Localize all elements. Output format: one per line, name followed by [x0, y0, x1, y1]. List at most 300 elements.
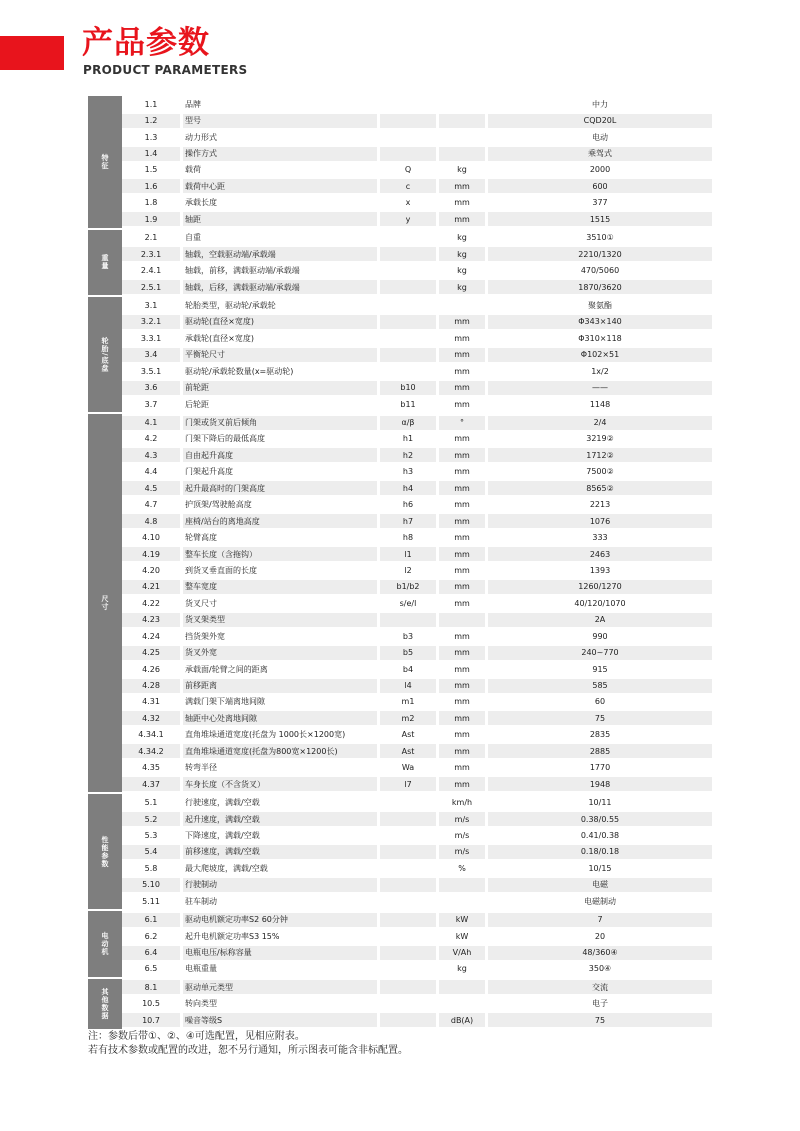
row-value: CQD20L — [488, 114, 712, 128]
row-description: 到货叉垂直面的长度 — [183, 563, 377, 577]
row-number: 4.34.1 — [122, 728, 180, 742]
row-number: 4.7 — [122, 498, 180, 512]
row-symbol — [380, 613, 436, 627]
row-value: 交流 — [488, 980, 712, 994]
row-number: 1.3 — [122, 130, 180, 144]
table-row — [122, 844, 712, 860]
row-number: 4.20 — [122, 563, 180, 577]
row-unit — [439, 613, 485, 627]
table-row — [122, 579, 712, 595]
row-number: 3.1 — [122, 298, 180, 312]
row-unit: m/s — [439, 828, 485, 842]
spec-group — [88, 414, 712, 794]
group-label: 电动机 — [101, 932, 109, 957]
row-description: 轮胎类型，驱动轮/承载轮 — [183, 298, 377, 312]
row-description: 噪音等级S — [183, 1013, 377, 1027]
table-row — [122, 827, 712, 843]
row-symbol — [380, 812, 436, 826]
row-value: 2885 — [488, 744, 712, 758]
row-unit: kg — [439, 163, 485, 177]
table-row — [122, 162, 712, 178]
row-description: 最大爬坡度，满载/空载 — [183, 861, 377, 875]
row-symbol — [380, 894, 436, 908]
row-unit: mm — [439, 465, 485, 479]
row-value: 乘驾式 — [488, 147, 712, 161]
row-description: 货叉尺寸 — [183, 596, 377, 610]
row-number: 4.25 — [122, 646, 180, 660]
row-unit: mm — [439, 212, 485, 226]
row-unit: mm — [439, 531, 485, 545]
row-number: 4.35 — [122, 761, 180, 775]
row-number: 1.5 — [122, 163, 180, 177]
group-label-cell — [88, 230, 122, 296]
row-value: 1148 — [488, 397, 712, 411]
row-number: 4.5 — [122, 481, 180, 495]
table-row — [122, 178, 712, 194]
row-number: 5.2 — [122, 812, 180, 826]
row-symbol: l4 — [380, 679, 436, 693]
row-unit: mm — [439, 761, 485, 775]
row-unit: km/h — [439, 796, 485, 810]
table-row — [122, 112, 712, 128]
row-description: 直角堆垛通道宽度(托盘为800宽×1200长) — [183, 744, 377, 758]
table-row — [122, 776, 712, 792]
row-description: 整车宽度 — [183, 580, 377, 594]
table-row — [122, 96, 712, 112]
row-unit: ° — [439, 416, 485, 430]
table-row — [122, 464, 712, 480]
row-unit: kg — [439, 280, 485, 294]
row-symbol — [380, 946, 436, 960]
row-symbol — [380, 315, 436, 329]
table-row — [122, 431, 712, 447]
row-description: 起升电机额定功率S3 15% — [183, 929, 377, 943]
row-unit — [439, 878, 485, 892]
row-symbol: b3 — [380, 629, 436, 643]
row-description: 承载面/轮臂之间的距离 — [183, 662, 377, 676]
row-description: 驱动单元类型 — [183, 980, 377, 994]
row-description: 门架起升高度 — [183, 465, 377, 479]
row-description: 护顶架/驾驶舱高度 — [183, 498, 377, 512]
table-row — [122, 145, 712, 161]
row-unit: mm — [439, 348, 485, 362]
table-row — [122, 279, 712, 295]
spec-group — [88, 794, 712, 911]
row-description: 下降速度，满载/空载 — [183, 828, 377, 842]
row-description: 电瓶重量 — [183, 962, 377, 976]
row-number: 4.34.2 — [122, 744, 180, 758]
table-row — [122, 996, 712, 1012]
row-unit — [439, 97, 485, 111]
row-unit: mm — [439, 364, 485, 378]
table-row — [122, 562, 712, 578]
row-value: 2/4 — [488, 416, 712, 430]
row-number: 3.4 — [122, 348, 180, 362]
spec-group — [88, 979, 712, 1030]
table-row — [122, 710, 712, 726]
row-description: 行驶制动 — [183, 878, 377, 892]
table-row — [122, 694, 712, 710]
row-description: 起升最高时的门架高度 — [183, 481, 377, 495]
row-unit: mm — [439, 315, 485, 329]
table-row — [122, 727, 712, 743]
row-description: 前移距离 — [183, 679, 377, 693]
row-description: 驱动电机额定功率S2 60分钟 — [183, 913, 377, 927]
row-number: 3.7 — [122, 397, 180, 411]
row-value: 聚氨酯 — [488, 298, 712, 312]
row-value: 48/360④ — [488, 946, 712, 960]
row-unit — [439, 980, 485, 994]
row-unit — [439, 130, 485, 144]
row-number: 1.8 — [122, 196, 180, 210]
table-row — [122, 760, 712, 776]
row-symbol — [380, 364, 436, 378]
row-symbol — [380, 348, 436, 362]
row-symbol — [380, 130, 436, 144]
row-description: 前轮距 — [183, 381, 377, 395]
row-value: 2213 — [488, 498, 712, 512]
row-description: 自由起升高度 — [183, 448, 377, 462]
group-label: 轮胎/底盘 — [101, 337, 109, 373]
page-subtitle: PRODUCT PARAMETERS — [83, 63, 248, 77]
row-description: 型号 — [183, 114, 377, 128]
row-unit: mm — [439, 629, 485, 643]
row-symbol: l2 — [380, 563, 436, 577]
table-row — [122, 513, 712, 529]
row-value: Φ102×51 — [488, 348, 712, 362]
table-row — [122, 447, 712, 463]
row-value: 333 — [488, 531, 712, 545]
row-symbol: x — [380, 196, 436, 210]
row-value: 电磁制动 — [488, 894, 712, 908]
table-row — [122, 414, 712, 430]
table-row — [122, 979, 712, 995]
row-symbol — [380, 1013, 436, 1027]
row-description: 门架或货叉前后倾角 — [183, 416, 377, 430]
row-value: 0.18/0.18 — [488, 845, 712, 859]
group-label: 特征 — [101, 153, 109, 170]
row-value: 377 — [488, 196, 712, 210]
row-symbol: l1 — [380, 547, 436, 561]
row-number: 4.1 — [122, 416, 180, 430]
row-number: 2.1 — [122, 231, 180, 245]
spec-table — [88, 96, 712, 1031]
row-unit: mm — [439, 744, 485, 758]
row-value: 915 — [488, 662, 712, 676]
row-symbol: α/β — [380, 416, 436, 430]
row-unit: m/s — [439, 812, 485, 826]
row-unit — [439, 894, 485, 908]
row-value: 1770 — [488, 761, 712, 775]
row-description: 转向类型 — [183, 997, 377, 1011]
row-symbol — [380, 264, 436, 278]
table-row — [122, 743, 712, 759]
row-symbol: h3 — [380, 465, 436, 479]
row-symbol — [380, 828, 436, 842]
row-unit: mm — [439, 777, 485, 791]
row-unit: mm — [439, 563, 485, 577]
row-value: 350④ — [488, 962, 712, 976]
row-symbol: h6 — [380, 498, 436, 512]
row-description: 轴载，后移，满载驱动端/承载端 — [183, 280, 377, 294]
group-label: 尺寸 — [101, 595, 109, 612]
row-unit: mm — [439, 448, 485, 462]
row-description: 承载轮(直径×宽度) — [183, 331, 377, 345]
row-number: 4.22 — [122, 596, 180, 610]
row-number: 1.2 — [122, 114, 180, 128]
row-value: 40/120/1070 — [488, 596, 712, 610]
row-number: 1.6 — [122, 179, 180, 193]
table-row — [122, 230, 712, 246]
group-label-cell — [88, 414, 122, 792]
header-accent-bar — [0, 36, 64, 70]
row-value: 1515 — [488, 212, 712, 226]
row-number: 4.2 — [122, 432, 180, 446]
group-label-cell — [88, 297, 122, 412]
row-value: 3510① — [488, 231, 712, 245]
row-value: 0.41/0.38 — [488, 828, 712, 842]
table-row — [122, 944, 712, 960]
row-value: 中力 — [488, 97, 712, 111]
group-label: 其他数据 — [101, 987, 109, 1020]
table-row — [122, 1012, 712, 1028]
footnote-line-1: 注：参数后带①、②、④可选配置，见相应附表。 — [88, 1031, 305, 1042]
row-symbol: y — [380, 212, 436, 226]
row-description: 动力形式 — [183, 130, 377, 144]
row-symbol: h8 — [380, 531, 436, 545]
spec-group — [88, 230, 712, 298]
row-symbol — [380, 913, 436, 927]
table-row — [122, 677, 712, 693]
row-unit: mm — [439, 596, 485, 610]
group-label-cell — [88, 979, 122, 1028]
table-row — [122, 211, 712, 227]
row-value: —— — [488, 381, 712, 395]
row-symbol: h1 — [380, 432, 436, 446]
row-unit: mm — [439, 662, 485, 676]
row-unit: mm — [439, 514, 485, 528]
table-row — [122, 644, 712, 660]
row-value: 7 — [488, 913, 712, 927]
row-unit: mm — [439, 728, 485, 742]
table-row — [122, 262, 712, 278]
row-value: 75 — [488, 711, 712, 725]
row-description: 平衡轮尺寸 — [183, 348, 377, 362]
row-number: 4.21 — [122, 580, 180, 594]
row-value: 1393 — [488, 563, 712, 577]
row-number: 6.4 — [122, 946, 180, 960]
row-description: 轴距 — [183, 212, 377, 226]
row-value: 470/5060 — [488, 264, 712, 278]
row-number: 5.8 — [122, 861, 180, 875]
row-description: 前移速度，满载/空载 — [183, 845, 377, 859]
table-row — [122, 497, 712, 513]
row-description: 驱动轮/承载轮数量(x=驱动轮) — [183, 364, 377, 378]
row-value: 电动 — [488, 130, 712, 144]
row-unit: mm — [439, 695, 485, 709]
row-number: 3.3.1 — [122, 331, 180, 345]
row-number: 4.32 — [122, 711, 180, 725]
row-number: 4.31 — [122, 695, 180, 709]
row-description: 驻车制动 — [183, 894, 377, 908]
row-symbol: l7 — [380, 777, 436, 791]
row-number: 10.7 — [122, 1013, 180, 1027]
row-symbol: h2 — [380, 448, 436, 462]
row-value: 电磁 — [488, 878, 712, 892]
row-unit: V/Ah — [439, 946, 485, 960]
row-number: 2.4.1 — [122, 264, 180, 278]
row-unit: mm — [439, 381, 485, 395]
row-unit: dB(A) — [439, 1013, 485, 1027]
row-unit: mm — [439, 179, 485, 193]
row-number: 3.6 — [122, 381, 180, 395]
row-unit: kW — [439, 929, 485, 943]
spec-group — [88, 911, 712, 979]
row-description: 承载长度 — [183, 196, 377, 210]
table-row — [122, 928, 712, 944]
row-unit: % — [439, 861, 485, 875]
table-row — [122, 529, 712, 545]
row-value: 585 — [488, 679, 712, 693]
row-value: 1948 — [488, 777, 712, 791]
row-description: 挡货架外宽 — [183, 629, 377, 643]
row-number: 4.26 — [122, 662, 180, 676]
row-symbol: m1 — [380, 695, 436, 709]
row-unit: mm — [439, 679, 485, 693]
group-label-cell — [88, 911, 122, 977]
row-number: 1.1 — [122, 97, 180, 111]
row-number: 4.8 — [122, 514, 180, 528]
row-description: 载荷 — [183, 163, 377, 177]
row-unit: mm — [439, 432, 485, 446]
row-description: 整车长度（含拖钩） — [183, 547, 377, 561]
row-number: 5.4 — [122, 845, 180, 859]
table-row — [122, 347, 712, 363]
row-description: 轴距中心处离地间隙 — [183, 711, 377, 725]
row-value: 20 — [488, 929, 712, 943]
row-value: 600 — [488, 179, 712, 193]
row-symbol: b10 — [380, 381, 436, 395]
row-unit — [439, 147, 485, 161]
row-value: 8565② — [488, 481, 712, 495]
row-number: 4.37 — [122, 777, 180, 791]
table-row — [122, 893, 712, 909]
table-row — [122, 661, 712, 677]
row-number: 6.5 — [122, 962, 180, 976]
row-unit: mm — [439, 331, 485, 345]
spec-group — [88, 96, 712, 230]
row-number: 3.5.1 — [122, 364, 180, 378]
row-description: 车身长度（不含货叉） — [183, 777, 377, 791]
row-unit: mm — [439, 711, 485, 725]
row-symbol — [380, 845, 436, 859]
row-unit: kg — [439, 962, 485, 976]
page-title: 产品参数 — [82, 25, 210, 61]
group-label: 重量 — [101, 254, 109, 271]
row-unit: mm — [439, 547, 485, 561]
row-symbol: s/e/l — [380, 596, 436, 610]
table-row — [122, 546, 712, 562]
row-value: 7500② — [488, 465, 712, 479]
row-value: 10/11 — [488, 796, 712, 810]
row-number: 4.4 — [122, 465, 180, 479]
footnote-line-2: 若有技术参数或配置的改进，恕不另行通知，所示图表可能含非标配置。 — [88, 1045, 408, 1056]
row-value: 75 — [488, 1013, 712, 1027]
row-unit: mm — [439, 481, 485, 495]
row-symbol — [380, 796, 436, 810]
row-number: 5.1 — [122, 796, 180, 810]
row-unit: m/s — [439, 845, 485, 859]
table-row — [122, 297, 712, 313]
row-unit: kW — [439, 913, 485, 927]
row-description: 直角堆垛通道宽度(托盘为 1000长×1200宽) — [183, 728, 377, 742]
row-value: 1076 — [488, 514, 712, 528]
row-value: Φ310×118 — [488, 331, 712, 345]
row-number: 4.24 — [122, 629, 180, 643]
group-label-cell — [88, 794, 122, 909]
row-number: 5.3 — [122, 828, 180, 842]
row-number: 4.10 — [122, 531, 180, 545]
row-description: 轴载，前移，满载驱动端/承载端 — [183, 264, 377, 278]
table-row — [122, 877, 712, 893]
row-unit — [439, 114, 485, 128]
table-row — [122, 396, 712, 412]
row-symbol — [380, 280, 436, 294]
row-symbol: Ast — [380, 744, 436, 758]
row-value: 2835 — [488, 728, 712, 742]
row-description: 起升速度，满载/空载 — [183, 812, 377, 826]
row-description: 自重 — [183, 231, 377, 245]
row-description: 驱动轮(直径×宽度) — [183, 315, 377, 329]
table-row — [122, 129, 712, 145]
row-symbol: m2 — [380, 711, 436, 725]
row-number: 4.3 — [122, 448, 180, 462]
row-value: 1712② — [488, 448, 712, 462]
row-description: 行驶速度，满载/空载 — [183, 796, 377, 810]
row-value: 电子 — [488, 997, 712, 1011]
spec-group — [88, 297, 712, 414]
row-symbol — [380, 231, 436, 245]
row-symbol: b4 — [380, 662, 436, 676]
row-value: 2463 — [488, 547, 712, 561]
row-description: 满载门架下端离地间隙 — [183, 695, 377, 709]
row-value: 60 — [488, 695, 712, 709]
row-value: 2000 — [488, 163, 712, 177]
row-value: 1870/3620 — [488, 280, 712, 294]
row-symbol — [380, 247, 436, 261]
row-unit: kg — [439, 231, 485, 245]
row-description: 转弯半径 — [183, 761, 377, 775]
row-number: 6.1 — [122, 913, 180, 927]
row-unit: mm — [439, 498, 485, 512]
row-symbol: Ast — [380, 728, 436, 742]
row-value: 3219② — [488, 432, 712, 446]
row-number: 8.1 — [122, 980, 180, 994]
row-value: 1x/2 — [488, 364, 712, 378]
row-symbol: b5 — [380, 646, 436, 660]
row-value: 990 — [488, 629, 712, 643]
row-value: Φ343×140 — [488, 315, 712, 329]
row-description: 货叉架类型 — [183, 613, 377, 627]
row-description: 载荷中心距 — [183, 179, 377, 193]
row-unit — [439, 997, 485, 1011]
row-number: 5.11 — [122, 894, 180, 908]
table-row — [122, 480, 712, 496]
row-number: 4.28 — [122, 679, 180, 693]
row-symbol: h7 — [380, 514, 436, 528]
table-row — [122, 195, 712, 211]
row-description: 座椅/站台的离地高度 — [183, 514, 377, 528]
